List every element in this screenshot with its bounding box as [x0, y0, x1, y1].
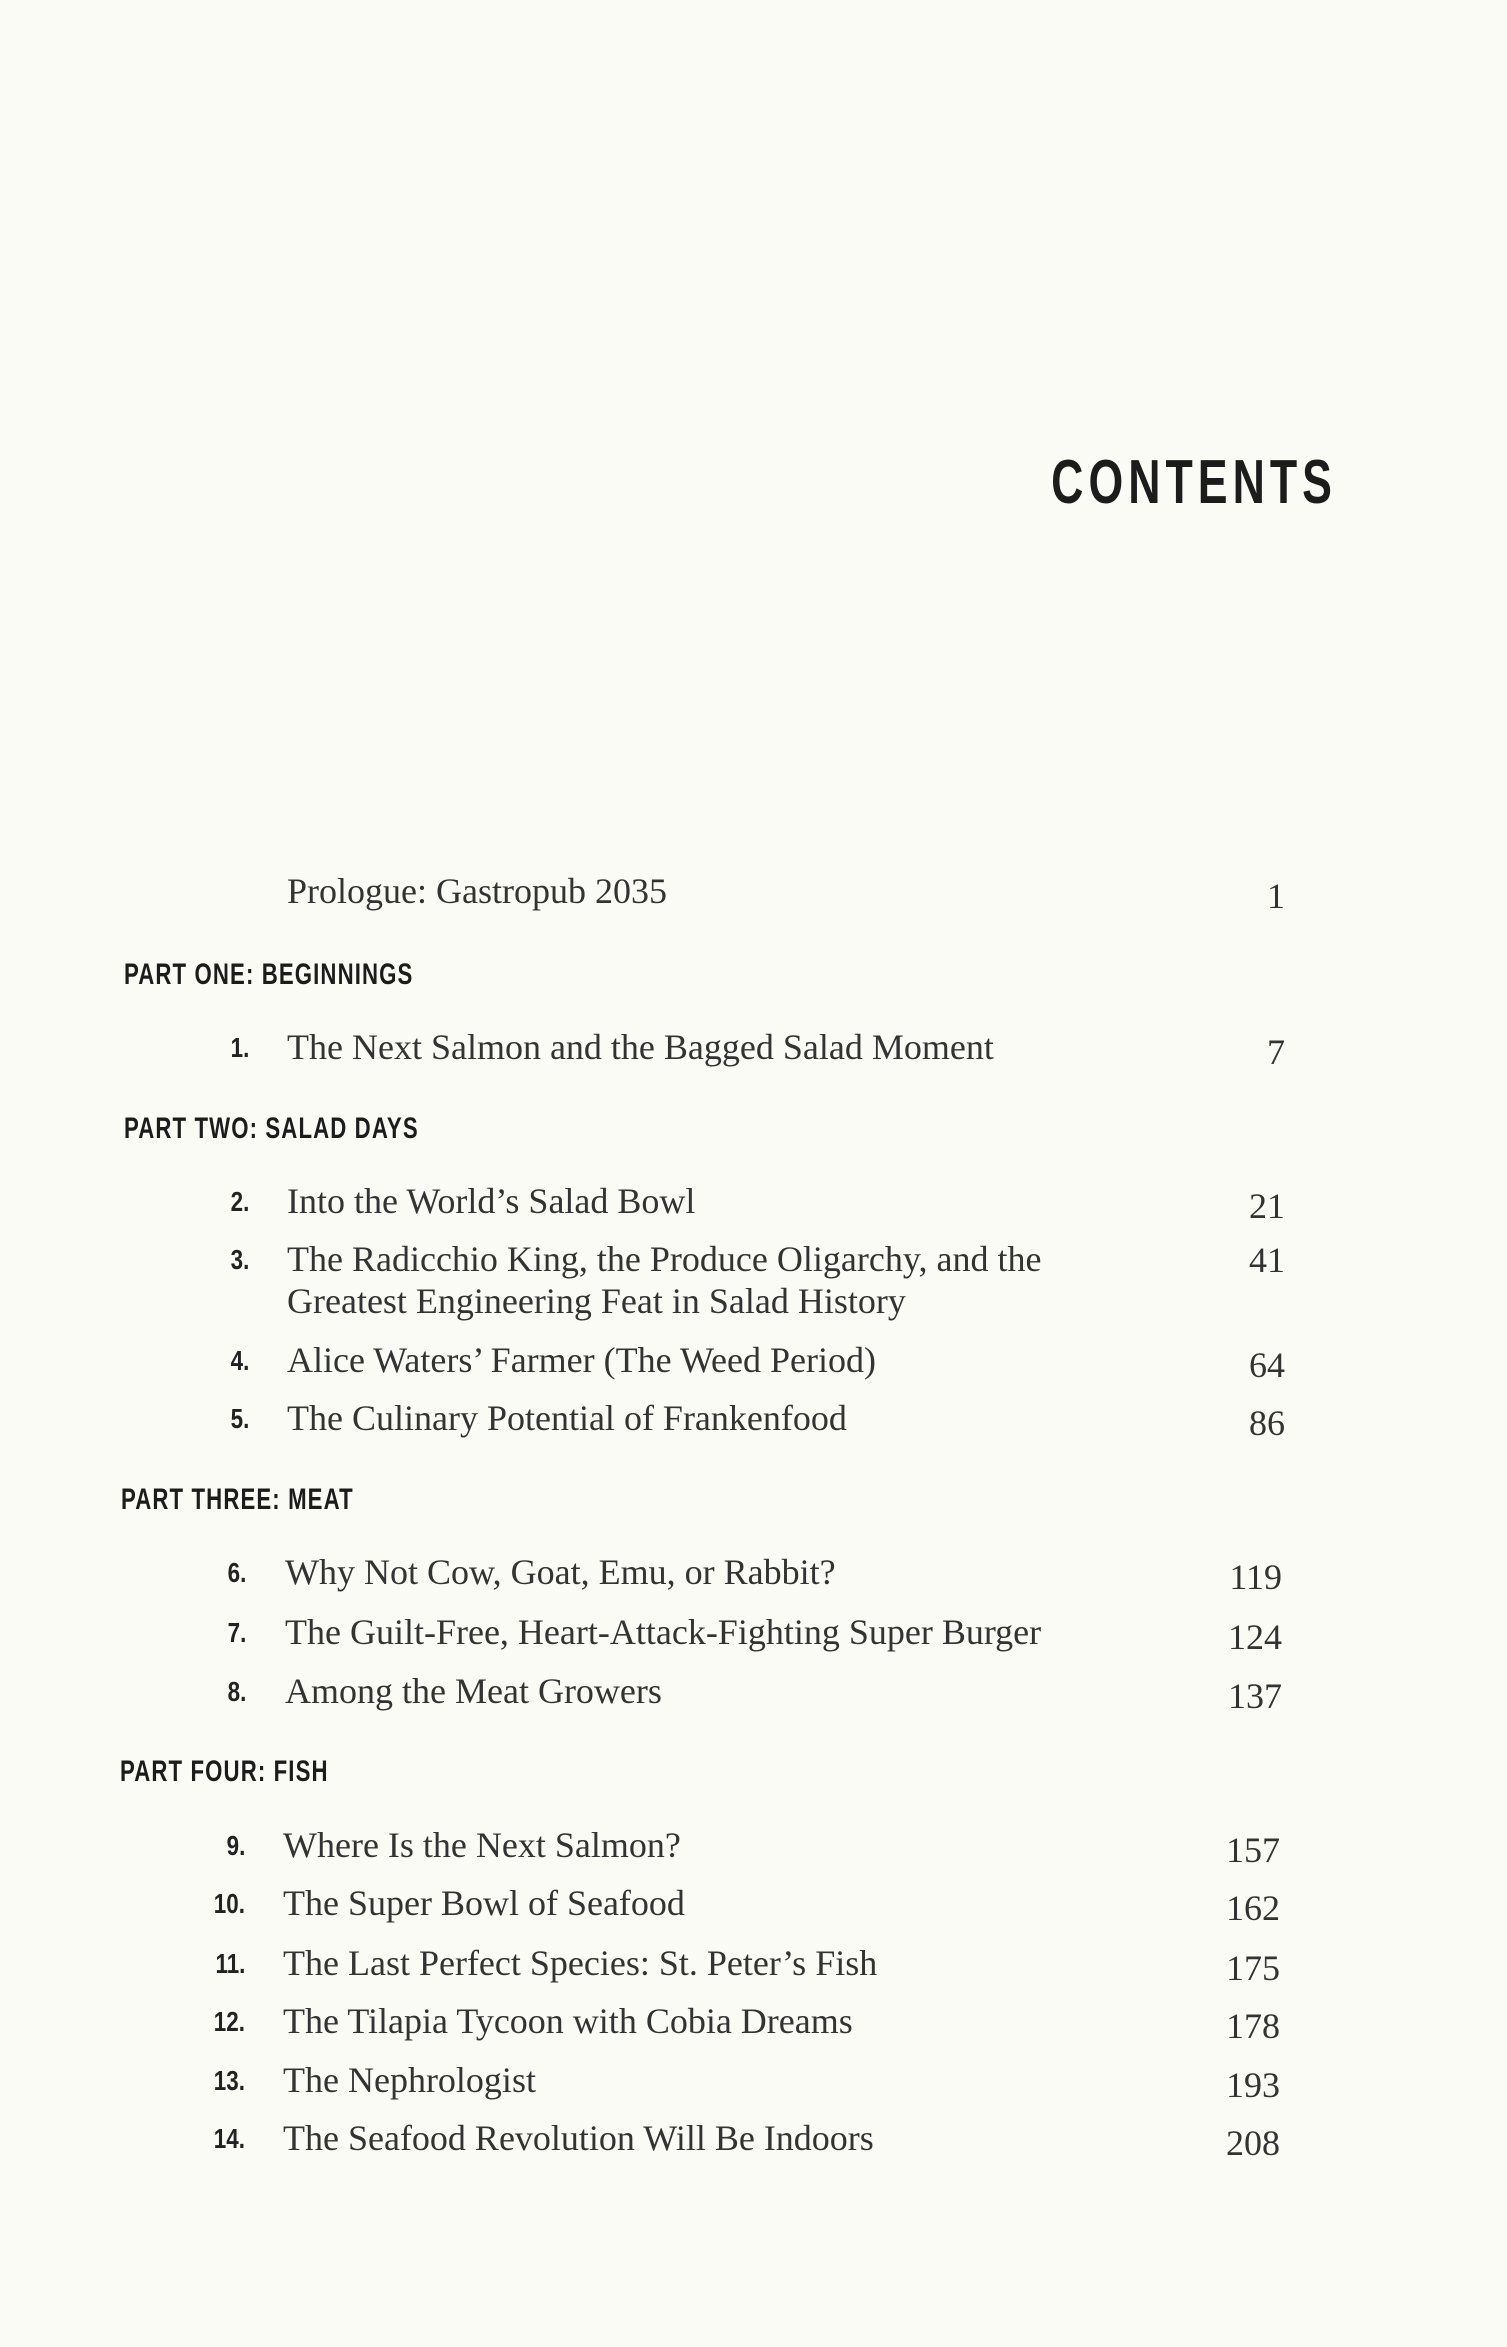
- entry-page: 86: [1249, 1403, 1285, 1443]
- entry-page: 175: [1226, 1948, 1280, 1988]
- chapter-number: 14.: [213, 2123, 245, 2154]
- toc-entry[interactable]: [0, 1824, 1507, 1868]
- entry-page: 21: [1249, 1186, 1285, 1226]
- chapter-number: 1.: [230, 1032, 249, 1063]
- chapter-number: 12.: [213, 2006, 245, 2037]
- chapter-number: 6.: [227, 1557, 246, 1588]
- entry-title: Among the Meat Growers: [285, 1671, 662, 1711]
- toc-entry[interactable]: [0, 1551, 1507, 1595]
- entry-title: The Radicchio King, the Produce Oligarchy, and the: [287, 1239, 1042, 1279]
- toc-entry[interactable]: [0, 1026, 1507, 1070]
- toc-entry[interactable]: [0, 1611, 1507, 1655]
- part-heading: PART TWO: SALAD DAYS: [124, 1112, 419, 1145]
- entry-title: Where Is the Next Salmon?: [283, 1825, 681, 1865]
- entry-page: 208: [1226, 2123, 1280, 2163]
- page-title: CONTENTS: [1051, 448, 1337, 517]
- toc-entry[interactable]: [0, 1942, 1507, 1986]
- entry-page: 193: [1226, 2065, 1280, 2105]
- toc-entry[interactable]: [0, 2000, 1507, 2044]
- entry-page: 7: [1267, 1032, 1285, 1072]
- entry-page: 157: [1226, 1830, 1280, 1870]
- entry-title: Prologue: Gastropub 2035: [287, 871, 667, 911]
- entry-title: Why Not Cow, Goat, Emu, or Rabbit?: [285, 1552, 836, 1592]
- entry-title: The Next Salmon and the Bagged Salad Moment: [287, 1027, 994, 1067]
- toc-entry[interactable]: [0, 2117, 1507, 2161]
- chapter-number: 10.: [213, 1888, 245, 1919]
- entry-page: 137: [1228, 1676, 1282, 1716]
- entry-title: The Nephrologist: [283, 2060, 536, 2100]
- entry-page: 1: [1267, 876, 1285, 916]
- chapter-number: 4.: [230, 1345, 249, 1376]
- toc-entry-prologue[interactable]: [0, 870, 1507, 914]
- entry-page: 41: [1249, 1240, 1285, 1280]
- entry-page: 162: [1226, 1888, 1280, 1928]
- entry-title: Into the World’s Salad Bowl: [287, 1181, 696, 1221]
- toc-entry[interactable]: [0, 1238, 1507, 1326]
- entry-title: The Guilt-Free, Heart-Attack-Fighting Super Burger: [285, 1612, 1042, 1652]
- part-heading: PART ONE: BEGINNINGS: [124, 958, 414, 991]
- part-heading: PART THREE: MEAT: [121, 1483, 354, 1516]
- chapter-number: 3.: [230, 1244, 249, 1275]
- chapter-number: 9.: [226, 1830, 245, 1861]
- entry-page: 178: [1226, 2006, 1280, 2046]
- entry-title: The Last Perfect Species: St. Peter’s Fish: [283, 1943, 878, 1983]
- toc-entry[interactable]: [0, 1180, 1507, 1224]
- entry-title: The Tilapia Tycoon with Cobia Dreams: [283, 2001, 853, 2041]
- chapter-number: 2.: [230, 1186, 249, 1217]
- chapter-number: 11.: [215, 1948, 245, 1979]
- entry-title: The Seafood Revolution Will Be Indoors: [283, 2118, 874, 2158]
- toc-entry[interactable]: [0, 2059, 1507, 2103]
- entry-page: 119: [1229, 1557, 1282, 1597]
- chapter-number: 5.: [230, 1403, 249, 1434]
- part-heading: PART FOUR: FISH: [120, 1755, 329, 1788]
- entry-page: 64: [1249, 1345, 1285, 1385]
- chapter-number: 8.: [227, 1676, 246, 1707]
- toc-entry[interactable]: [0, 1339, 1507, 1383]
- toc-entry[interactable]: [0, 1670, 1507, 1714]
- entry-title: The Super Bowl of Seafood: [283, 1883, 685, 1923]
- chapter-number: 7.: [227, 1617, 246, 1648]
- entry-page: 124: [1228, 1617, 1282, 1657]
- toc-entry[interactable]: [0, 1882, 1507, 1926]
- entry-title: Alice Waters’ Farmer (The Weed Period): [287, 1340, 876, 1380]
- entry-title: The Culinary Potential of Frankenfood: [287, 1398, 847, 1438]
- toc-entry[interactable]: [0, 1397, 1507, 1441]
- chapter-number: 13.: [213, 2065, 245, 2096]
- entry-title-line-2: Greatest Engineering Feat in Salad History: [287, 1281, 906, 1321]
